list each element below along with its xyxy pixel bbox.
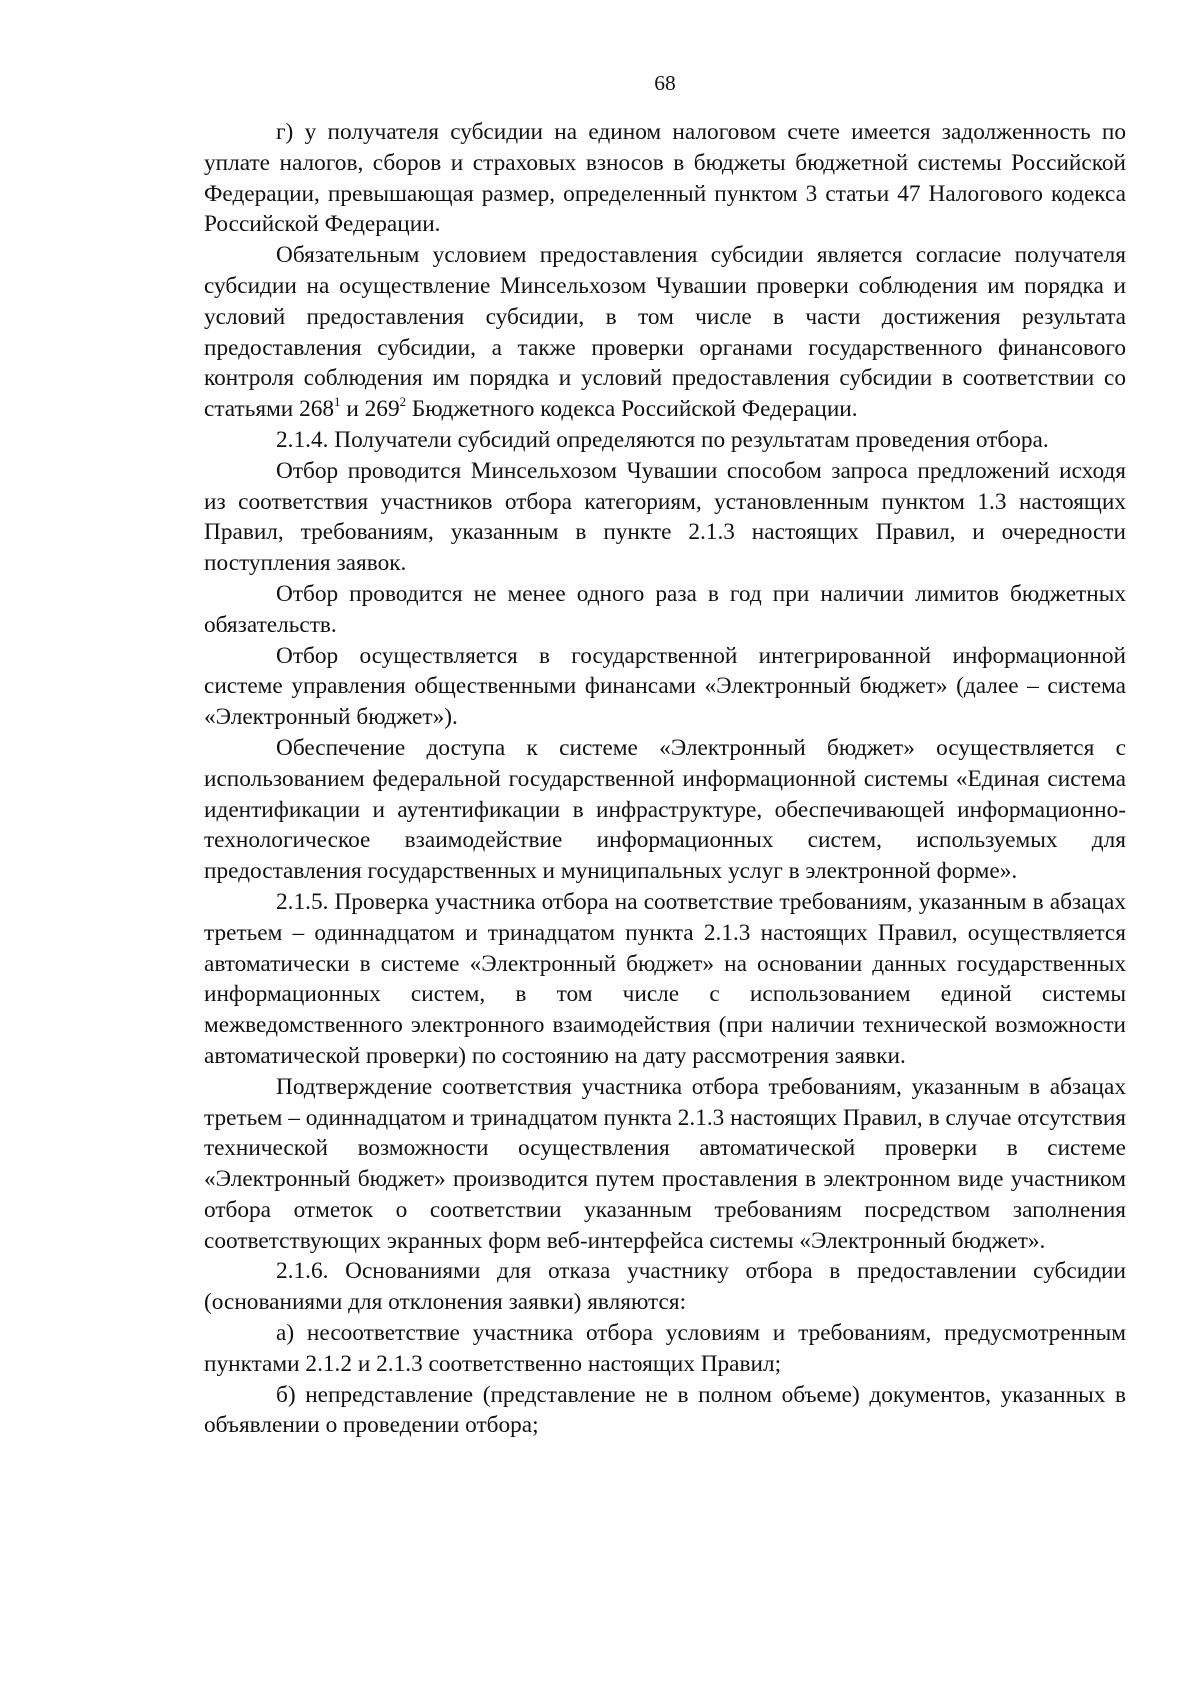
paragraph-mandatory-condition <box>204 240 1126 425</box>
paragraph-mandatory-condition-text: Обязательным условием предоставления субсидии является согласие получателя субсидии на осуществление Минсельхозом Чувашии проверки соблюдения им порядка и условий предоставления субсидии, в том числе в части достижения результата предоставления субсидии, а также проверки органами государственного финансового контроля соблюдения им порядка и условий предоставления субсидии в соответствии со статьями 268 <box>204 242 1126 423</box>
paragraph-2-1-5: 2.1.5. Проверка участника отбора на соответствие требованиям, указанным в абзацах третьем – одиннадцатом и тринадцатом пункта 2.1.3 настоящих Правил, осуществляется автоматически в системе «Электронный бюджет» на основании данных государственных информационных систем, в том числе с использованием единой системы межведомственного электронного взаимодействия (при наличии технической возможности автоматической проверки) по состоянию на дату рассмотрения заявки. <box>204 888 1126 1069</box>
paragraph-system-access: Обеспечение доступа к системе «Электронный бюджет» осуществляется с использованием федеральной государственной информационной системы «Единая система идентификации и аутентификации в инфраструктуре, обеспечивающей информационно-технологическое взаимодействие информационных систем, используемых для предоставления государственных и муниципальных услуг в электронной форме». <box>204 734 1126 885</box>
paragraph-mandatory-condition-text-2: и 269 <box>340 396 400 423</box>
footnote-superscript-1: 1 <box>334 394 341 410</box>
paragraph-selection-method: Отбор проводится Минсельхозом Чувашии способом запроса предложений исходя из соответствия участников отбора категориям, установленным пунктом 1.3 настоящих Правил, требованиям, указанным в пункте 2.1.3 настоящих Правил, и очередности поступления заявок. <box>204 457 1126 577</box>
paragraph-2-1-6: 2.1.6. Основаниями для отказа участнику отбора в предоставлении субсидии (основаниями для отклонения заявки) являются: <box>204 1258 1126 1316</box>
paragraph-2-1-4: 2.1.4. Получатели субсидий определяются по результатам проведения отбора. <box>276 426 1049 453</box>
page-number: 68 <box>654 71 676 95</box>
paragraph-mandatory-condition-text-3: Бюджетного кодекса Российской Федерации. <box>406 396 858 423</box>
paragraph-subsidy-debt: г) у получателя субсидии на едином налоговом счете имеется задолженность по уплате налогов, сборов и страховых взносов в бюджеты бюджетной системы Российской Федерации, превышающая размер, определенный пунктом 3 статьи 47 Налогового кодекса Российской Федерации. <box>204 119 1126 238</box>
document-body <box>204 117 1126 1441</box>
paragraph-item-b: б) непредставление (представление не в полном объеме) документов, указанных в объявлении о проведении отбора; <box>204 1381 1126 1439</box>
paragraph-electronic-budget: Отбор осуществляется в государственной интегрированной информационной системе управления общественными финансами «Электронный бюджет» (далее – система «Электронный бюджет»). <box>204 642 1126 731</box>
paragraph-compliance-confirmation: Подтверждение соответствия участника отбора требованиям, указанным в абзацах третьем – одиннадцатом и тринадцатом пункта 2.1.3 настоящих Правил, в случае отсутствия технической возможности осуществления автоматической проверки в системе «Электронный бюджет» производится путем проставления в электронном виде участником отбора отметок о соответствии указанным требованиям посредством заполнения соответствующих экранных форм веб-интерфейса системы «Электронный бюджет». <box>204 1073 1126 1254</box>
footnote-superscript-2: 2 <box>399 394 407 410</box>
paragraph-item-a: а) несоответствие участника отбора условиям и требованиям, предусмотренным пунктами 2.1.2 и 2.1.3 соответственно настоящих Правил; <box>204 1320 1126 1377</box>
paragraph-selection-frequency: Отбор проводится не менее одного раза в год при наличии лимитов бюджетных обязательств. <box>204 580 1126 638</box>
